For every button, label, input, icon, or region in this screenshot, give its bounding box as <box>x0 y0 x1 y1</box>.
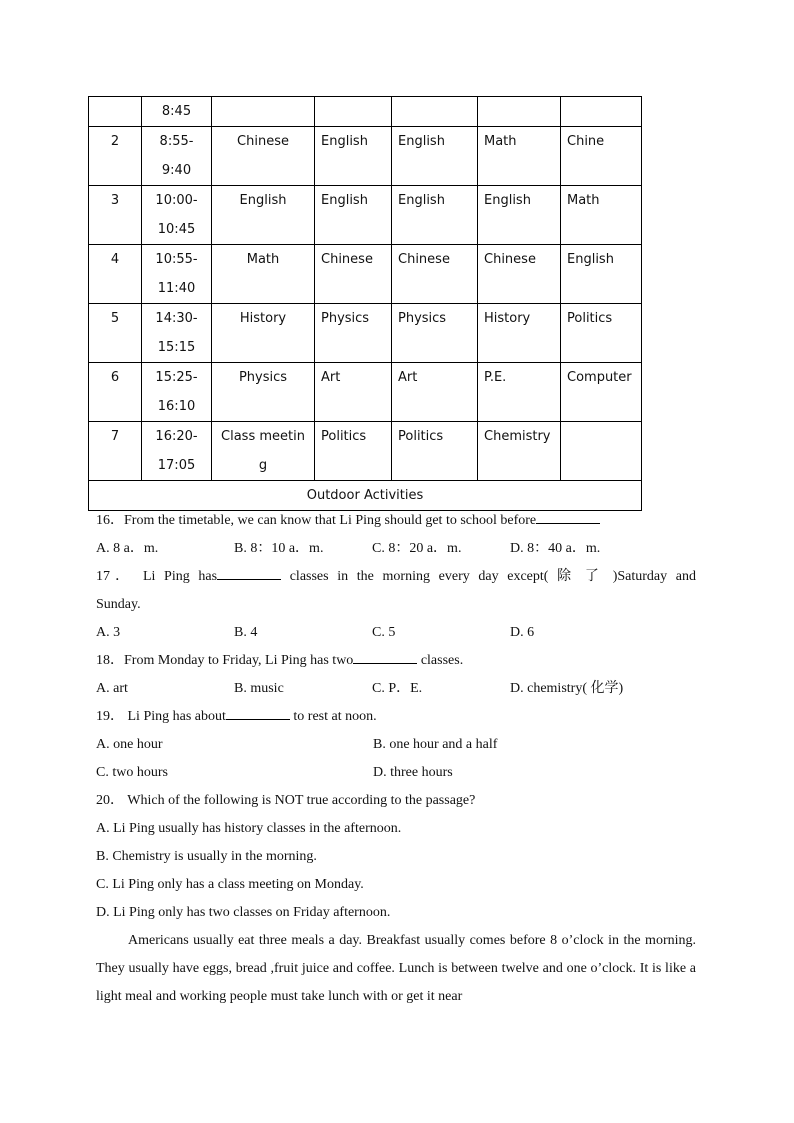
timetable-row-1 <box>89 97 642 127</box>
subject-cell: Physics <box>315 304 392 363</box>
subject-cell: Chinese <box>392 245 478 304</box>
question-16-options <box>96 535 696 563</box>
time-cell: 8:55- 9:40 <box>142 127 212 186</box>
option-c: C. P．E. <box>372 681 423 696</box>
question-17: 17． Li Ping has classes in the morning every day except( 除 了 )Saturday and <box>96 563 696 591</box>
subject-cell: English <box>212 186 315 245</box>
option-d: D. chemistry( 化学) <box>510 681 624 696</box>
timetable-row <box>89 363 642 422</box>
questions-area <box>96 507 696 1011</box>
question-16: 16．From the timetable, we can know that Li Ping should get to school before <box>96 507 696 535</box>
subject-cell: Politics <box>392 422 478 481</box>
question-17-options <box>96 619 696 647</box>
question-19-options-row1 <box>96 731 696 759</box>
subject-cell: Politics <box>561 304 642 363</box>
option-a: A. 8 a．m. <box>96 541 159 556</box>
subject-cell: Math <box>212 245 315 304</box>
subject-cell <box>561 422 642 481</box>
timetable-row <box>89 245 642 304</box>
timetable-row <box>89 127 642 186</box>
option-d: D. Li Ping only has two classes on Friday afternoon. <box>96 905 391 920</box>
period-cell: 2 <box>89 127 142 186</box>
option-b: B. one hour and a half <box>373 737 498 752</box>
subject-cell: Math <box>561 186 642 245</box>
subject-cell: Politics <box>315 422 392 481</box>
option-c: C. two hours <box>96 765 168 780</box>
period-cell: 3 <box>89 186 142 245</box>
timetable-row <box>89 304 642 363</box>
timetable-row <box>89 186 642 245</box>
option-b: B. 8：10 a．m. <box>234 541 324 556</box>
time-cell: 10:00- 10:45 <box>142 186 212 245</box>
answer-blank <box>353 647 417 664</box>
time-cell: 15:25- 16:10 <box>142 363 212 422</box>
subject-cell: Art <box>392 363 478 422</box>
option-c: C. 5 <box>372 625 396 640</box>
reading-passage: Americans usually eat three meals a day. Breakfast usually comes before 8 o’clock in the morning. They usually have eggs, bread ,fruit juice and coffee. Lunch is between twelve and one o’clock. It is like a light meal and working people must take lunch with or get it near <box>96 933 696 1004</box>
answer-blank <box>536 507 600 524</box>
period-cell <box>89 97 142 127</box>
subject-cell: History <box>478 304 561 363</box>
subject-cell: English <box>392 186 478 245</box>
period-cell: 5 <box>89 304 142 363</box>
question-17-continued: Sunday. <box>96 597 141 612</box>
subject-cell: Math <box>478 127 561 186</box>
option-c: C. 8：20 a．m. <box>372 541 462 556</box>
option-b: B. Chemistry is usually in the morning. <box>96 849 317 864</box>
subject-cell: English <box>315 186 392 245</box>
subject-cell: Chinese <box>315 245 392 304</box>
option-a: A. Li Ping usually has history classes in the afternoon. <box>96 821 402 836</box>
option-b: B. music <box>234 681 284 696</box>
option-d: D. 6 <box>510 625 535 640</box>
subject-cell: Physics <box>392 304 478 363</box>
timetable-footer-row <box>89 481 642 511</box>
option-a: A. art <box>96 681 128 696</box>
question-19-options-row2 <box>96 759 696 787</box>
time-cell: 14:30- 15:15 <box>142 304 212 363</box>
subject-cell: Computer <box>561 363 642 422</box>
answer-blank <box>226 703 290 720</box>
subject-cell: Art <box>315 363 392 422</box>
question-20: 20． Which of the following is NOT true according to the passage? <box>96 793 476 808</box>
answer-blank <box>217 563 281 580</box>
subject-cell: History <box>212 304 315 363</box>
option-a: A. 3 <box>96 625 121 640</box>
subject-cell: Chinese <box>212 127 315 186</box>
question-18-options <box>96 675 696 703</box>
timetable <box>88 96 642 511</box>
period-cell: 6 <box>89 363 142 422</box>
time-cell: 16:20- 17:05 <box>142 422 212 481</box>
option-d: D. three hours <box>373 765 453 780</box>
question-18: 18．From Monday to Friday, Li Ping has two classes. <box>96 647 696 675</box>
subject-cell: Chine <box>561 127 642 186</box>
time-cell: 10:55- 11:40 <box>142 245 212 304</box>
subject-cell: English <box>478 186 561 245</box>
option-d: D. 8：40 a．m. <box>510 541 601 556</box>
outdoor-activities-cell: Outdoor Activities <box>89 481 642 511</box>
option-c: C. Li Ping only has a class meeting on Monday. <box>96 877 364 892</box>
period-cell: 7 <box>89 422 142 481</box>
option-a: A. one hour <box>96 737 163 752</box>
subject-cell: English <box>561 245 642 304</box>
subject-cell: P.E. <box>478 363 561 422</box>
option-b: B. 4 <box>234 625 258 640</box>
subject-cell: English <box>392 127 478 186</box>
period-cell: 4 <box>89 245 142 304</box>
time-cell: 8:45 <box>142 97 212 127</box>
subject-cell: English <box>315 127 392 186</box>
subject-cell: Physics <box>212 363 315 422</box>
question-19: 19． Li Ping has about to rest at noon. <box>96 703 696 731</box>
subject-cell: Chinese <box>478 245 561 304</box>
timetable-row <box>89 422 642 481</box>
subject-cell: Class meetin g <box>212 422 315 481</box>
subject-cell: Chemistry <box>478 422 561 481</box>
